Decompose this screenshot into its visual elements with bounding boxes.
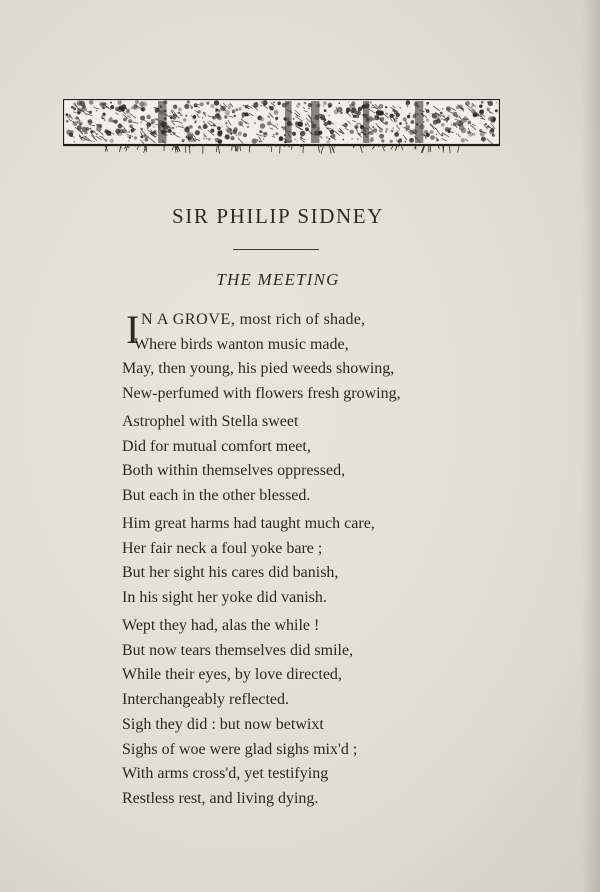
poem-line: But now tears themselves did smile, — [122, 641, 354, 659]
poem-line: In his sight her yoke did vanish. — [122, 588, 327, 606]
poem-line: With arms cross'd, yet testifying — [122, 765, 329, 782]
poem-line: Restless rest, and living dying. — [122, 789, 319, 807]
woodland-engraving-icon — [63, 99, 500, 171]
poem-line: Interchangeably reflected. — [122, 690, 290, 708]
poem-line: But her sight his cares did banish, — [122, 564, 339, 581]
poem-line: May, then young, his pied weeds showing, — [122, 360, 395, 377]
poem-line: Her fair neck a foul yoke bare ; — [122, 539, 323, 557]
small-caps-opening: N A GROVE, — [141, 311, 236, 328]
drop-cap: I — [126, 307, 140, 352]
stanza-5 — [122, 713, 357, 811]
poem-line: New-perfumed with flowers fresh growing, — [122, 384, 401, 402]
stanza-1 — [122, 308, 401, 406]
poem-title: THE MEETING — [216, 270, 340, 289]
poem-line: Did for mutual comfort meet, — [122, 437, 311, 455]
stanza-3 — [122, 512, 375, 610]
woodland-headpiece-engraving — [63, 99, 500, 171]
poem-line — [122, 308, 401, 333]
title-rule-divider — [233, 249, 319, 250]
poem-line: Wept they had, alas the while ! — [122, 617, 320, 634]
first-line-text: most rich of shade, — [235, 311, 366, 328]
poem-line: Sigh they did : but now betwixt — [122, 716, 324, 733]
poem-line: Where birds wanton music made, — [134, 335, 349, 353]
poem-line: Sighs of woe were glad sighs mix'd ; — [122, 740, 358, 758]
stanza-4 — [122, 614, 353, 712]
poem-line: But each in the other blessed. — [122, 486, 311, 504]
stanza-2 — [122, 410, 345, 508]
poem-line: Astrophel with Stella sweet — [122, 413, 299, 430]
poem-line: Both within themselves oppressed, — [122, 462, 346, 479]
poem-line: While their eyes, by love directed, — [122, 666, 342, 683]
poem-line: Him great harms had taught much care, — [122, 515, 375, 532]
page-title: SIR PHILIP SIDNEY — [172, 204, 384, 228]
